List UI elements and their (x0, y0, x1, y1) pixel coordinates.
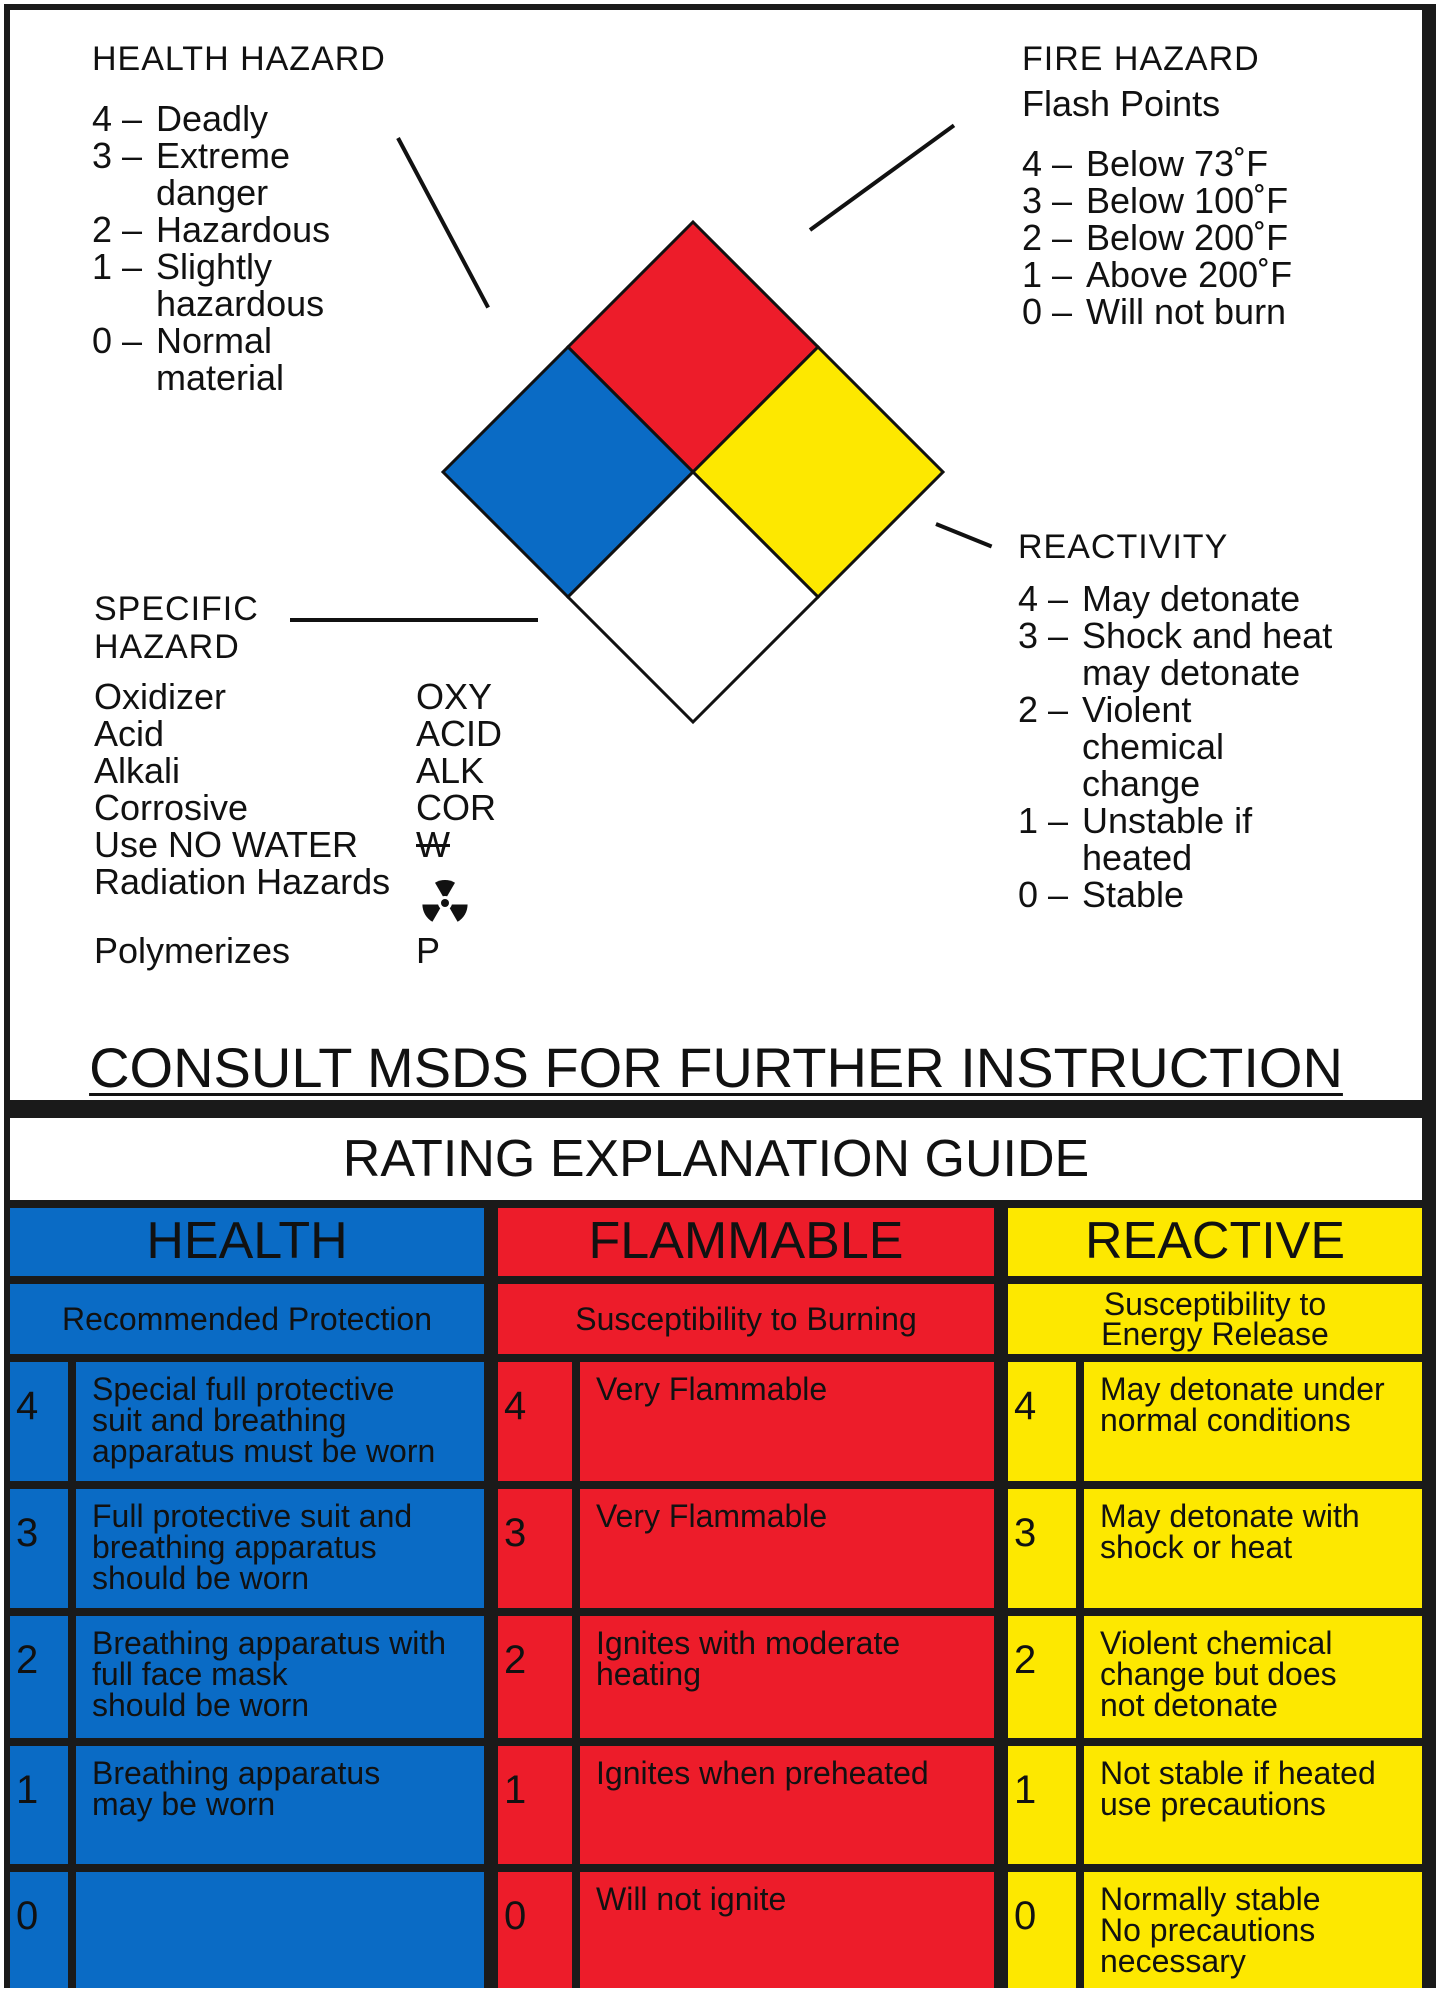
guide-description-line: necessary (1100, 1943, 1246, 1979)
fire-hazard-title: FIRE HAZARD (1022, 40, 1260, 78)
guide-description-line: use precautions (1100, 1786, 1326, 1822)
health-item-number: 3 – (92, 135, 143, 176)
guide-rating-description (580, 1872, 994, 1988)
reactivity-item-number: 0 – (1018, 874, 1069, 915)
specific-hazard-code: P (416, 930, 441, 971)
guide-description-line: Full protective suit and (92, 1498, 413, 1534)
specific-hazard-name: Radiation Hazards (94, 861, 391, 902)
health-hazard-title: HEALTH HAZARD (92, 40, 386, 78)
specific-hazard-title-1: SPECIFIC (94, 590, 259, 628)
reactivity-item-number: 4 – (1018, 578, 1069, 619)
guide-rating-description (580, 1616, 994, 1738)
reactivity-item-text: May detonate (1082, 578, 1301, 619)
specific-hazard-name: Alkali (94, 750, 181, 791)
guide-description-line: should be worn (92, 1560, 310, 1596)
reactivity-item-text: Stable (1082, 874, 1185, 915)
specific-hazard-code: ACID (416, 713, 503, 754)
fire-item-text: Will not burn (1086, 291, 1287, 332)
guide-description-line: apparatus must be worn (92, 1433, 436, 1469)
guide-rating-number: 1 (498, 1746, 572, 1864)
health-item-text: material (156, 357, 285, 398)
guide-rating-description (76, 1489, 484, 1608)
guide-header-health: HEALTH (10, 1208, 484, 1276)
guide-header-flammable: FLAMMABLE (498, 1208, 994, 1276)
specific-hazard-code: ALK (416, 750, 485, 791)
health-item-number: 2 – (92, 209, 143, 250)
specific-hazard-name: Acid (94, 713, 165, 754)
specific-hazard-name: Oxidizer (94, 676, 227, 717)
health-item-text: Hazardous (156, 209, 331, 250)
health-item-text: danger (156, 172, 269, 213)
guide-description-line: change but does (1100, 1656, 1337, 1692)
guide-rating-number: 3 (10, 1489, 68, 1608)
guide-description-line: should be worn (92, 1687, 310, 1723)
guide-rating-description (76, 1872, 484, 1988)
guide-rating-description (580, 1746, 994, 1864)
guide-rating-number: 2 (1008, 1616, 1076, 1738)
reactivity-title: REACTIVITY (1018, 528, 1229, 566)
guide-description-line: normal conditions (1100, 1402, 1351, 1438)
reactivity-item-text: Violent (1082, 689, 1192, 730)
health-item-text: hazardous (156, 283, 325, 324)
guide-description-line: suit and breathing (92, 1402, 347, 1438)
guide-description-line: May detonate under (1100, 1371, 1385, 1407)
guide-description-line: Very Flammable (596, 1498, 828, 1534)
guide-subheader-line: Recommended Protection (62, 1301, 432, 1337)
hazard-legend-panel (10, 10, 1422, 1100)
reactivity-item-text: Unstable if (1082, 800, 1253, 841)
guide-subheader (1008, 1284, 1422, 1354)
fire-item-number: 0 – (1022, 291, 1073, 332)
guide-rating-number: 1 (10, 1746, 68, 1864)
guide-rating-description (1084, 1362, 1422, 1481)
guide-description-line: breathing apparatus (92, 1529, 377, 1565)
guide-description-line: Violent chemical (1100, 1625, 1333, 1661)
guide-rating-number: 0 (498, 1872, 572, 1988)
guide-rating-description (1084, 1872, 1422, 1988)
health-item-number: 4 – (92, 98, 143, 139)
guide-description-line: Normally stable (1100, 1881, 1321, 1917)
guide-rating-number: 3 (1008, 1489, 1076, 1608)
specific-hazard-code: OXY (416, 676, 493, 717)
guide-rating-number: 4 (498, 1362, 572, 1481)
reactivity-item-text: change (1082, 763, 1201, 804)
reactivity-item-text: may detonate (1082, 652, 1301, 693)
guide-rating-description (580, 1489, 994, 1608)
guide-subheader (498, 1284, 994, 1354)
health-item-text: Slightly (156, 246, 273, 287)
reactivity-item-text: heated (1082, 837, 1193, 878)
guide-rating-description (1084, 1746, 1422, 1864)
guide-header-reactive: REACTIVE (1008, 1208, 1422, 1276)
guide-rating-number: 0 (1008, 1872, 1076, 1988)
guide-description-line: Not stable if heated (1100, 1755, 1376, 1791)
specific-hazard-name: Corrosive (94, 787, 249, 828)
guide-rating-description (580, 1362, 994, 1481)
guide-rating-number: 1 (1008, 1746, 1076, 1864)
guide-description-line: not detonate (1100, 1687, 1278, 1723)
specific-hazard-title-2: HAZARD (94, 628, 240, 666)
guide-description-line: may be worn (92, 1786, 276, 1822)
guide-rating-number: 4 (10, 1362, 68, 1481)
guide-subheader-line: Energy Release (1101, 1316, 1329, 1352)
guide-description-line: heating (596, 1656, 701, 1692)
guide-description-line: Ignites when preheated (596, 1755, 929, 1791)
rating-guide-title: RATING EXPLANATION GUIDE (10, 1118, 1422, 1200)
guide-subheader (10, 1284, 484, 1354)
fire-item-text: Above 200˚F (1086, 254, 1293, 295)
guide-description-line: full face mask (92, 1656, 288, 1692)
fire-item-text: Below 100˚F (1086, 180, 1289, 221)
specific-hazard-code: COR (416, 787, 496, 828)
health-item-text: Deadly (156, 98, 269, 139)
health-item-text: Extreme (156, 135, 291, 176)
reactivity-item-text: chemical (1082, 726, 1225, 767)
fire-hazard-subtitle: Flash Points (1022, 83, 1221, 124)
specific-hazard-name: Polymerizes (94, 930, 291, 971)
guide-description-line: May detonate with (1100, 1498, 1360, 1534)
specific-hazard-code: W (416, 824, 450, 865)
guide-rating-number: 3 (498, 1489, 572, 1608)
specific-hazard-name: Use NO WATER (94, 824, 359, 865)
health-item-text: Normal (156, 320, 273, 361)
guide-rating-description (76, 1616, 484, 1738)
health-item-number: 1 – (92, 246, 143, 287)
guide-rating-number: 2 (498, 1616, 572, 1738)
guide-rating-number: 4 (1008, 1362, 1076, 1481)
fire-item-number: 1 – (1022, 254, 1073, 295)
fire-item-text: Below 200˚F (1086, 217, 1289, 258)
guide-rating-number: 0 (10, 1872, 68, 1988)
guide-description-line: No precautions (1100, 1912, 1316, 1948)
reactivity-item-number: 1 – (1018, 800, 1069, 841)
guide-rating-description (76, 1746, 484, 1864)
reactivity-item-number: 3 – (1018, 615, 1069, 656)
guide-rating-description (1084, 1616, 1422, 1738)
health-item-number: 0 – (92, 320, 143, 361)
consult-msds-text: CONSULT MSDS FOR FURTHER INSTRUCTION (89, 1036, 1343, 1099)
guide-rating-description (1084, 1489, 1422, 1608)
guide-rating-description (76, 1362, 484, 1481)
guide-subheader-line: Susceptibility to (1103, 1286, 1327, 1322)
radiation-icon (422, 880, 468, 926)
guide-description-line: shock or heat (1100, 1529, 1293, 1565)
reactivity-item-text: Shock and heat (1082, 615, 1333, 656)
guide-description-line: Ignites with moderate (596, 1625, 901, 1661)
guide-subheader-line: Susceptibility to Burning (575, 1301, 917, 1337)
guide-rating-number: 2 (10, 1616, 68, 1738)
guide-description-line: Very Flammable (596, 1371, 828, 1407)
fire-item-text: Below 73˚F (1086, 143, 1269, 184)
fire-item-number: 2 – (1022, 217, 1073, 258)
guide-description-line: Breathing apparatus with (92, 1625, 446, 1661)
reactivity-item-number: 2 – (1018, 689, 1069, 730)
guide-description-line: Special full protective (92, 1371, 395, 1407)
fire-item-number: 3 – (1022, 180, 1073, 221)
guide-description-line: Will not ignite (596, 1881, 787, 1917)
fire-item-number: 4 – (1022, 143, 1073, 184)
guide-description-line: Breathing apparatus (92, 1755, 381, 1791)
consult-msds-heading (10, 1035, 1422, 1100)
